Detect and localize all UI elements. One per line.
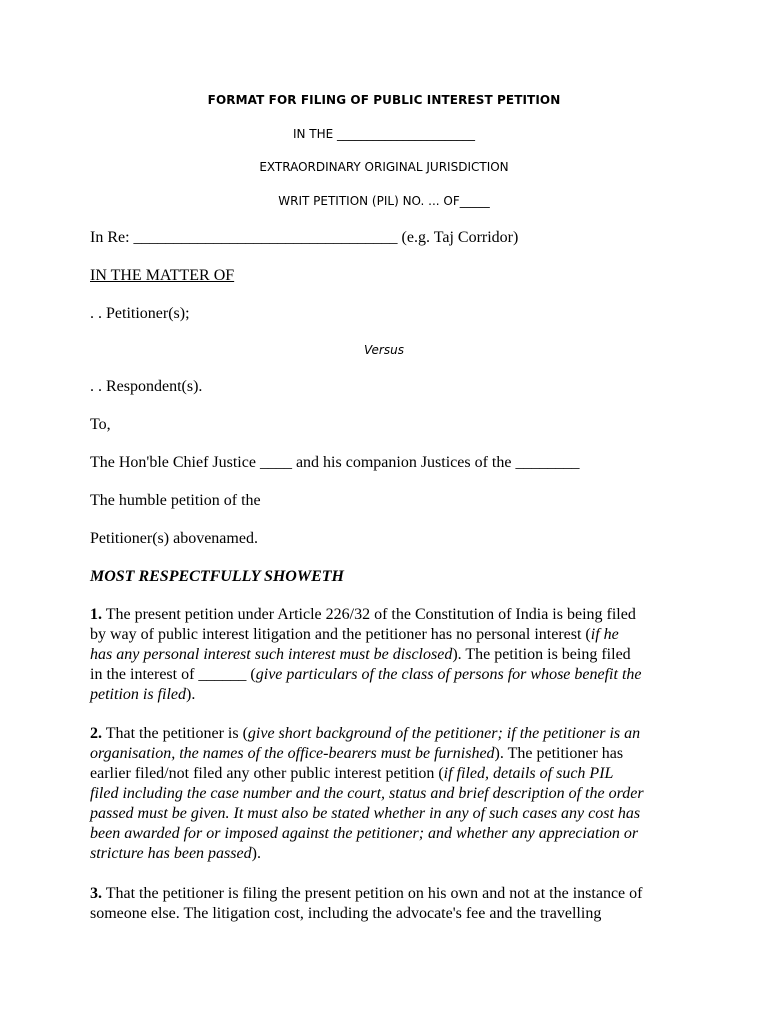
in-re-line: In Re: _________________________________ (e.g. Taj Corridor) (90, 229, 519, 246)
petition-number-line: WRIT PETITION (PIL) NO. ... OF_____ (278, 194, 490, 208)
paragraph-1: 1. The present petition under Article 226/32 of the Constitution of India is being filed by way of public interest litigation and the petitioner has no personal interest (if he has any personal interest such interest must be disclosed). The petition is being filed in the interest of ______ (give particulars of the class of persons for whose benefit the petition is filed). (90, 606, 642, 703)
petitioners-abovenamed-line: Petitioner(s) abovenamed. (90, 530, 258, 547)
document-title: FORMAT FOR FILING OF PUBLIC INTEREST PETITION (207, 93, 561, 107)
paragraph-number: 3. (90, 885, 102, 902)
addressee-line: The Hon'ble Chief Justice ____ and his companion Justices of the ________ (90, 454, 580, 471)
paragraph-3: 3. That the petitioner is filing the present petition on his own and not at the instance of someone else. The litigation cost, including the advocate's fee and the travelling (90, 885, 643, 922)
versus-line: Versus (364, 343, 404, 357)
court-line: IN THE _______________________ (292, 127, 476, 141)
in-the-matter-heading: IN THE MATTER OF (90, 267, 235, 284)
paragraph-2: 2. That the petitioner is (give short background of the petitioner; if the petitioner is an organisation, the names of the office-bearers must be furnished). The petitioner has earlier filed/not filed any other public interest petition (if filed, details of such PIL filed including the case number and the court, status and brief description of the order passed must be given. It must also be stated whether in any of such cases any cost has been awarded for or imposed against the petitioner; and whether any appreciation or stricture has been passed). (90, 725, 644, 862)
petitioner-line: . . Petitioner(s); (90, 305, 190, 322)
jurisdiction-line: EXTRAORDINARY ORIGINAL JURISDICTION (259, 160, 509, 174)
humble-petition-line: The humble petition of the (90, 492, 261, 509)
paragraph-number: 1. (90, 606, 102, 623)
paragraph-number: 2. (90, 725, 102, 742)
respondent-line: . . Respondent(s). (90, 378, 203, 395)
showeth-heading: MOST RESPECTFULLY SHOWETH (90, 568, 344, 585)
to-line: To, (90, 416, 111, 433)
